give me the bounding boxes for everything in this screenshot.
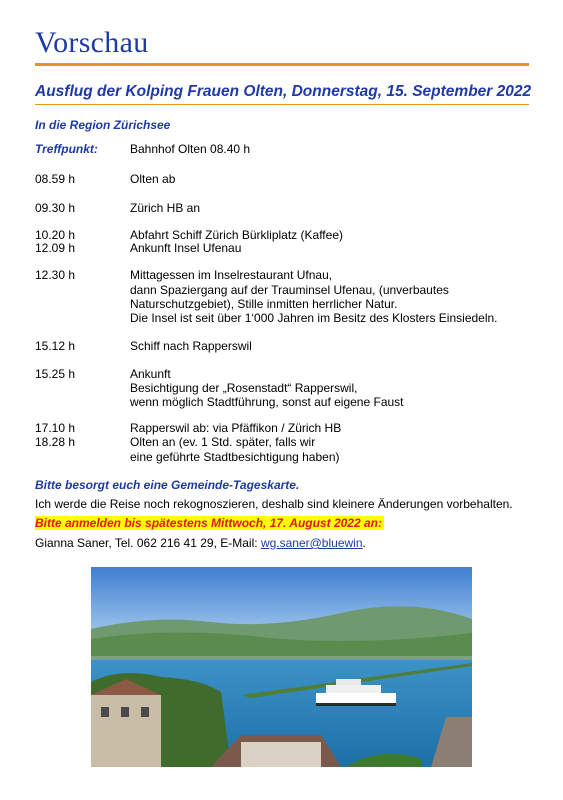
schedule-desc: Schiff nach Rapperswil — [130, 339, 252, 353]
schedule-desc: Besichtigung der „Rosenstadt“ Rapperswil, — [130, 381, 358, 395]
ticket-note: Bitte besorgt euch eine Gemeinde-Tageskarte. — [35, 478, 300, 492]
schedule-desc: Ankunft — [130, 367, 171, 381]
region-heading: In die Region Zürichsee — [35, 118, 171, 132]
subtitle-divider — [35, 104, 529, 105]
registration-note — [35, 516, 384, 530]
schedule-desc: Mittagessen im Inselrestaurant Ufnau, — [130, 268, 333, 282]
schedule-desc: Rapperswil ab: via Pfäffikon / Zürich HB — [130, 421, 342, 435]
schedule-desc: Naturschutzgebiet), Stille inmitten herrlicher Natur. — [130, 297, 398, 311]
schedule-desc: Zürich HB an — [130, 201, 201, 215]
schedule-desc: dann Spaziergang auf der Trauminsel Ufenau, (unverbautes — [130, 283, 449, 297]
schedule-time: Treffpunkt: — [35, 142, 98, 156]
contact-line — [35, 536, 366, 550]
schedule-desc: Abfahrt Schiff Zürich Bürkliplatz (Kaffee) — [130, 228, 343, 242]
schedule-time: 15.12 h — [35, 339, 76, 353]
schedule-desc: Ankunft Insel Ufenau — [130, 241, 242, 255]
contact-text: Gianna Saner, Tel. 062 216 41 29, E-Mail: — [35, 536, 261, 550]
registration-deadline: Bitte anmelden bis spätestens Mittwoch, 17. August 2022 an: — [35, 516, 382, 530]
lake-photo — [91, 567, 472, 767]
schedule-desc: Olten ab — [130, 172, 176, 186]
schedule-time: 09.30 h — [35, 201, 76, 215]
schedule-time: 10.20 h — [35, 228, 76, 242]
email-link[interactable]: wg.saner@bluewin — [260, 536, 363, 550]
schedule-time: 17.10 h — [35, 421, 76, 435]
schedule-time: 18.28 h — [35, 435, 76, 449]
title-divider — [35, 63, 529, 66]
lake-landscape-image — [91, 567, 472, 767]
contact-suffix: . — [362, 536, 366, 550]
schedule-desc: Bahnhof Olten 08.40 h — [130, 142, 251, 156]
event-subtitle: Ausflug der Kolping Frauen Olten, Donnerstag, 15. September 2022 — [35, 83, 532, 100]
schedule-desc: Olten an (ev. 1 Std. später, falls wir — [130, 435, 316, 449]
schedule-time: 12.30 h — [35, 268, 76, 282]
recon-note: Ich werde die Reise noch rekognoszieren, deshalb sind kleinere Änderungen vorbehalten. — [35, 497, 513, 511]
schedule-desc: Die Insel ist seit über 1‘000 Jahren im Besitz des Klosters Einsiedeln. — [130, 311, 498, 325]
schedule-desc: eine geführte Stadtbesichtigung haben) — [130, 450, 340, 464]
schedule-time: 08.59 h — [35, 172, 76, 186]
schedule-time: 15.25 h — [35, 367, 76, 381]
schedule-desc: wenn möglich Stadtführung, sonst auf eigene Faust — [130, 395, 404, 409]
schedule-time: 12.09 h — [35, 241, 76, 255]
page-title: Vorschau — [35, 26, 149, 59]
